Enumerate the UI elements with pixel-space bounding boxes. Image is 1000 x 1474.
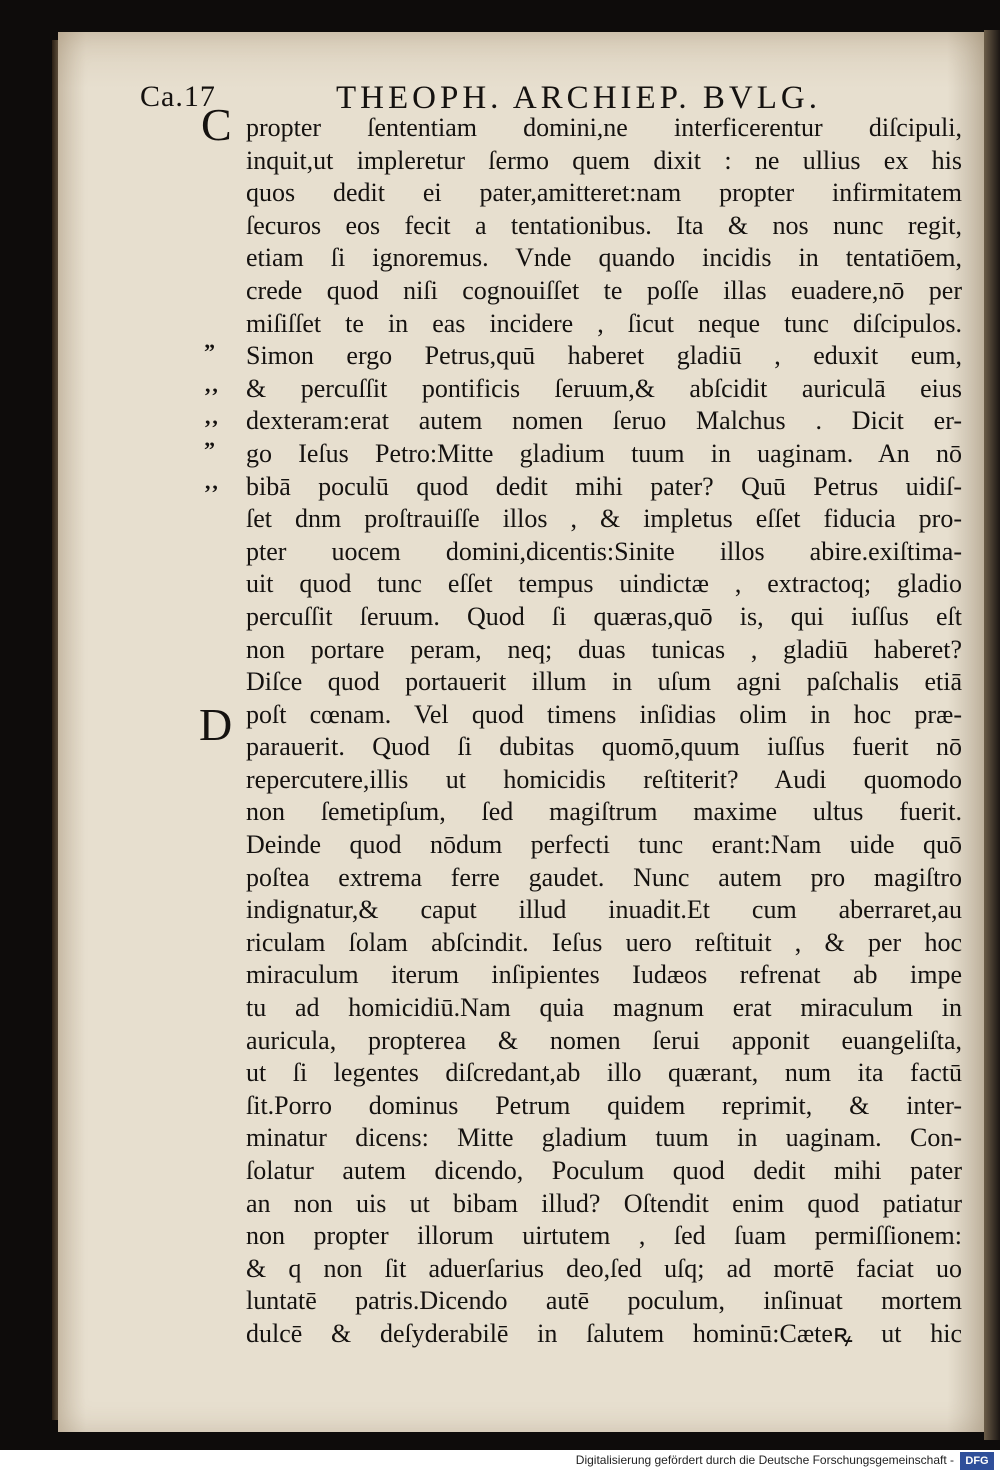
text-line: crede quod niſi cognouiſſet te poſſe illas euadere,nō per bbox=[246, 275, 962, 305]
text-line: minatur dicens: Mitte gladium tuum in uaginam. Con- bbox=[246, 1123, 962, 1153]
text-line: go Ieſus Petro:Mitte gladium tuum in uaginam. An nō bbox=[246, 438, 962, 468]
quote-marker: ‚‚ bbox=[204, 404, 219, 430]
quote-marker: ‚‚ bbox=[204, 469, 219, 495]
text-line: an non uis ut bibam illud? Oſtendit enim quod patiatur bbox=[246, 1188, 962, 1218]
text-line: & percuſſit pontificis ſeruum,& abſcidit auriculā eius bbox=[246, 373, 962, 403]
text-line: poſt cœnam. Vel quod timens inſidias olim in hoc præ- bbox=[246, 699, 962, 729]
text-line: tu ad homicidiū.Nam quia magnum erat miraculum in bbox=[246, 993, 962, 1023]
margin-letter-d: D bbox=[199, 699, 233, 750]
text-line: Deinde quod nōdum perfecti tunc erant:Nam uide quō bbox=[246, 830, 962, 860]
text-line: percuſſit ſeruum. Quod ſi quæras,quō is, qui iuſſus eſt bbox=[246, 601, 962, 631]
text-line: parauerit. Quod ſi dubitas quomō,quum iuſſus fuerit nō bbox=[246, 732, 962, 762]
text-line: uit quod tunc eſſet tempus uindictæ , extractoq; gladio bbox=[246, 569, 962, 599]
body-text bbox=[246, 112, 962, 1351]
dfg-logo-icon: DFG bbox=[960, 1452, 994, 1470]
running-title: THEOPH. ARCHIEP. BVLG. bbox=[336, 80, 821, 116]
text-line: pter uocem domini,dicentis:Sinite illos abire.exiſtima- bbox=[246, 536, 962, 566]
text-line: Diſce quod portauerit illum in uſum agni paſchalis etiā bbox=[246, 667, 962, 697]
text-line: non ſemetipſum, ſed magiſtrum maxime ultus fuerit. bbox=[246, 797, 962, 827]
text-line: riculam ſolam abſcindit. Ieſus uero reſtituit , & per hoc bbox=[246, 927, 962, 957]
text-line: ſolatur autem dicendo, Poculum quod dedit mihi pater bbox=[246, 1156, 962, 1185]
text-line: auricula, propterea & nomen ſerui apponit euangeliſta, bbox=[246, 1025, 962, 1055]
footer-strip bbox=[0, 1450, 1000, 1474]
text-line: indignatur,& caput illud inuadit.Et cum aberraret,au bbox=[246, 895, 962, 925]
text-line: Simon ergo Petrus,quū haberet gladiū , eduxit eum, bbox=[246, 341, 962, 371]
text-line: etiam ſi ignoremus. Vnde quando incidis in tentatiōem, bbox=[246, 243, 962, 273]
text-line: inquit,ut impleretur ſermo quem dixit : ne ullius ex his bbox=[246, 145, 962, 175]
text-line: propter ſententiam domini,ne interficerentur diſcipuli, bbox=[246, 113, 962, 142]
text-line: repercutere,illis ut homicidis reſtiterit? Audi quomodo bbox=[246, 764, 962, 794]
text-line: non portare peram, neq; duas tunicas , gladiū haberet? bbox=[246, 634, 962, 664]
text-line: miſiſſet te in eas incidere , ſicut neque tunc diſcipulos. bbox=[246, 308, 962, 338]
footer-credit: Digitalisierung gefördert durch die Deutsche Forschungsgemeinschaft - bbox=[575, 1453, 954, 1467]
text-line: non propter illorum uirtutem , ſed ſuam permiſſionem: bbox=[246, 1221, 962, 1251]
text-line: ſecuros eos fecit a tentationibus. Ita & nos nunc regit, bbox=[246, 210, 962, 240]
chapter-mark: Ca.17 bbox=[140, 80, 216, 113]
text-line: dulcē & deſyderabilē in ſalutem hominū:Cæteꝶ ut hic bbox=[246, 1318, 962, 1348]
text-line: miraculum iterum inſipientes Iudæos refrenat ab impe bbox=[246, 960, 962, 990]
text-line: ſit.Porro dominus Petrum quidem reprimit, & inter- bbox=[246, 1090, 962, 1120]
quote-marker: ” bbox=[204, 436, 215, 462]
text-line: & q non ſit aduerſarius deo,ſed uſq; ad mortē faciat uo bbox=[246, 1253, 962, 1283]
page-edge-right bbox=[984, 30, 1000, 1440]
text-line: bibā poculū quod dedit mihi pater? Quū Petrus uidiſ- bbox=[246, 471, 962, 501]
text-line: luntatē patris.Dicendo autē poculum, inſinuat mortem bbox=[246, 1286, 962, 1316]
margin-letter-c: C bbox=[201, 99, 232, 150]
text-line: ſet dnm proſtrauiſſe illos , & impletus eſſet fiducia pro- bbox=[246, 504, 962, 534]
text-line: ut ſi legentes diſcredant,ab illo quærant, num ita factū bbox=[246, 1058, 962, 1088]
text-line: quos dedit ei pater,amitteret:nam propter infirmitatem bbox=[246, 178, 962, 208]
quote-marker: ‚‚ bbox=[204, 371, 219, 397]
quote-marker: ” bbox=[204, 339, 215, 364]
text-line: dexteram:erat autem nomen ſeruo Malchus . Dicit er- bbox=[246, 406, 962, 436]
quotation-markers bbox=[204, 336, 240, 499]
text-line: poſtea extrema ferre gaudet. Nunc autem pro magiſtro bbox=[246, 862, 962, 892]
